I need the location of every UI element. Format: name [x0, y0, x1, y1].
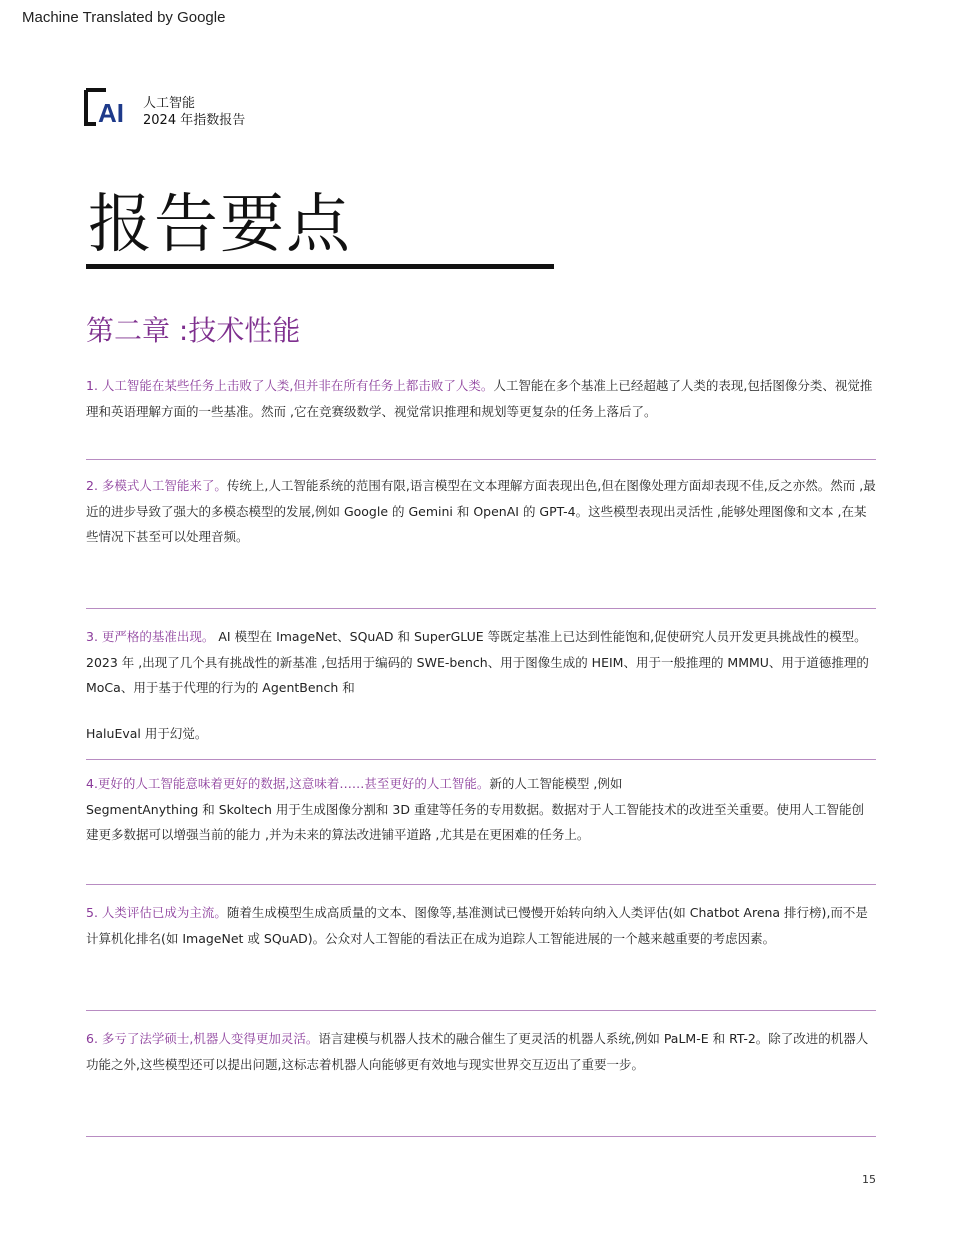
ai-logo-icon: [84, 88, 134, 126]
divider-5: [86, 1010, 876, 1011]
item-6-headline: 6. 多亏了法学硕士,机器人变得更加灵活。: [86, 1031, 319, 1046]
title-underline: [86, 264, 554, 269]
item-6-body: 语言建模与机器人技术的融合催生了更灵活的机器人系统,例如 PaLM-E 和 RT-2。除了改进的机器人功能之外,这些模型还可以提出问题,这标志着机器人向能够更有效地与现实世界交互迈出了重要一步。: [86, 1031, 869, 1072]
item-4-headline: 4.更好的人工智能意味着更好的数据,这意味着……甚至更好的人工智能。: [86, 776, 490, 791]
page-title: 报告要点: [88, 188, 352, 262]
item-4-body-continued: SegmentAnything 和 Skoltech 用于生成图像分割和 3D 重建等任务的专用数据。数据对于人工智能技术的改进至关重要。使用人工智能创建更多数据可以增强当前的能力 ,并为未来的算法改进铺平道路 ,尤其是在更困难的任务上。: [86, 801, 864, 842]
logo-mark: AI: [98, 98, 124, 126]
ai-index-logo: [84, 88, 134, 126]
item-3-body: AI 模型在 ImageNet、SQuAD 和 SuperGLUE 等既定基准上已达到性能饱和,促使研究人员开发更具挑战性的模型。 2023 年 ,出现了几个具有挑战性的新基准 ,包括用于编码的 SWE-bench、用于图像生成的 HEIM、用于一般推理的 MMMU、用于道德推理的 MoCa、用于基于代理的行为的 AgentBench 和: [86, 629, 869, 695]
logo-line-1: 人工智能: [143, 96, 196, 111]
machine-translation-banner: Machine Translated by Google: [22, 9, 226, 26]
item-2-body: 传统上,人工智能系统的范围有限,语言模型在文本理解方面表现出色,但在图像处理方面却表现不佳,反之亦然。然而 ,最近的进步导致了强大的多模态模型的发展,例如 Google 的 Gemini 和 OpenAI 的 GPT-4。这些模型表现出灵活性 ,能够处理图像和文本 ,在某些情况下甚至可以处理音频。: [86, 478, 876, 544]
page-number: 15: [862, 1173, 876, 1186]
item-1-headline: 1. 人工智能在某些任务上击败了人类,但并非在所有任务上都击败了人类。: [86, 378, 494, 393]
logo-caption: [143, 95, 245, 129]
divider-1: [86, 459, 876, 460]
item-3-headline: 3. 更严格的基准出现。: [86, 629, 215, 644]
highlight-item-5: [86, 900, 876, 951]
divider-2: [86, 608, 876, 609]
logo-line-2: 2024 年指数报告: [143, 113, 246, 128]
highlight-item-3: [86, 624, 876, 746]
highlight-item-2: [86, 473, 876, 550]
divider-4: [86, 884, 876, 885]
item-5-headline: 5. 人类评估已成为主流。: [86, 905, 227, 920]
item-1-body: 人工智能在多个基准上已经超越了人类的表现,包括图像分类、视觉推理和英语理解方面的一些基准。然而 ,它在竞赛级数学、视觉常识推理和规划等更复杂的任务上落后了。: [86, 378, 873, 419]
highlight-item-6: [86, 1026, 876, 1077]
item-2-headline: 2. 多模式人工智能来了。: [86, 478, 227, 493]
chapter-heading: 第二章 :技术性能: [86, 314, 301, 347]
item-4-body: 新的人工智能模型 ,例如: [489, 776, 623, 791]
divider-3: [86, 759, 876, 760]
item-5-body: 随着生成模型生成高质量的文本、图像等,基准测试已慢慢开始转向纳入人类评估(如 Chatbot Arena 排行榜),而不是计算机化排名(如 ImageNet 或 SQuAD)。公众对人工智能的看法正在成为追踪人工智能进展的一个越来越重要的考虑因素。: [86, 905, 868, 946]
highlight-item-1: [86, 373, 876, 424]
highlight-item-4: [86, 771, 876, 848]
item-3-tail: HaluEval 用于幻觉。: [86, 725, 208, 741]
divider-6: [86, 1136, 876, 1137]
